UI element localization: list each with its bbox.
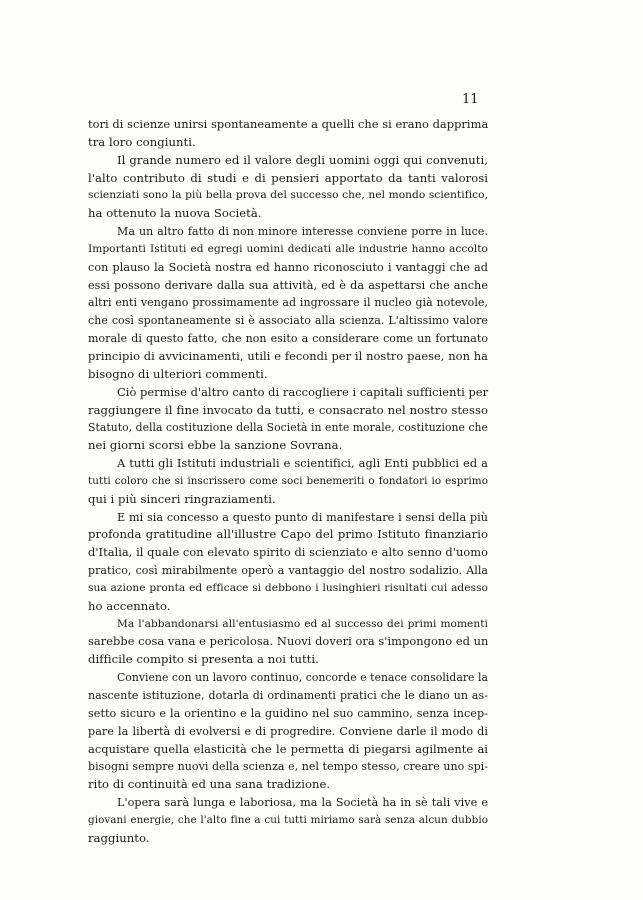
text-line: raggiungere il fine invocato da tutti, e consacrato nel nostro stesso	[88, 402, 488, 417]
text-line: qui i più sinceri ringraziamenti.	[88, 491, 276, 506]
text-line: ho accennato.	[88, 598, 171, 613]
text-line: Ma l'abbandonarsi all'entusiasmo ed al successo dei primi momenti	[117, 617, 488, 630]
text-line: Conviene con un lavoro continuo, concorde e tenace consolidare la	[117, 671, 488, 685]
text-line: morale di questo fatto, che non esito a considerare come un fortunato	[88, 332, 488, 346]
text-line: che così spontaneamente si è associato alla scienza. L'altissimo valore	[88, 314, 488, 328]
text-line: tutti coloro che si inscrissero come soci benemeriti o fondatori io esprimo	[88, 474, 488, 487]
text-line: E mi sia concesso a questo punto di manifestare i sensi della più	[117, 510, 488, 524]
text-line: sua azione pronta ed efficace si debbono i lusinghieri risultati cui adesso	[88, 581, 488, 594]
text-line: acquistare quella elasticità che le permetta di piegarsi agilmente ai	[88, 741, 488, 756]
text-line: setto sicuro e la orientino e la guidino nel suo cammino, senza incep-	[88, 706, 488, 720]
text-line: principio di avvicinamenti, utili e fecondi per il nostro paese, non ha	[88, 348, 488, 363]
text-line: Statuto, della costituzione della Società in ente morale, costituzione che	[88, 421, 488, 435]
page-number: 11	[462, 92, 479, 107]
text-line: rito di continuità ed una sana tradizione.	[88, 777, 331, 792]
text-line: pratico, così mirabilmente operò a vantaggio del nostro sodalizio. Alla	[88, 564, 488, 578]
text-line: tori di scienze unirsi spontaneamente a quelli che si erano dapprima	[88, 117, 489, 131]
text-line: difficile compito si presenta a noi tutti.	[88, 652, 319, 667]
text-line: Ciò permise d'altro canto di raccogliere i capitali sufficienti per	[117, 384, 489, 399]
text-line: Il grande numero ed il valore degli uomini oggi qui convenuti,	[117, 152, 488, 167]
text-line: Ma un altro fatto di non minore interesse conviene porre in luce.	[117, 225, 488, 239]
body-text	[88, 116, 488, 848]
text-line: l'alto contributo di studi e di pensieri apportato da tanti valorosi	[88, 170, 488, 185]
text-line: A tutti gli Istituti industriali e scientifici, agli Enti pubblici ed a	[117, 456, 488, 471]
text-line: giovani energie, che l'alto fine a cui tutti miriamo sarà senza alcun dubbio	[88, 813, 488, 826]
text-line: altri enti vengano prossimamente ad ingrossare il nucleo già notevole,	[88, 296, 488, 310]
text-line: sarebbe cosa vana e pericolosa. Nuovi doveri ora s'impongono ed un	[88, 634, 489, 649]
text-line: scienziati sono la più bella prova del successo che, nel mondo scientifico,	[88, 189, 488, 202]
text-line: profonda gratitudine all'illustre Capo del primo Istituto finanziario	[88, 527, 488, 542]
text-line: Importanti Istituti ed egregi uomini dedicati alle industrie hanno accolto	[88, 242, 488, 255]
text-line: d'Italia, il quale con elevato spirito di scienziato e alto senno d'uomo	[88, 545, 488, 560]
text-line: raggiunto.	[88, 830, 150, 845]
text-line: con plauso la Società nostra ed hanno riconosciuto i vantaggi che ad	[88, 260, 488, 274]
text-line: bisogni sempre nuovi della scienza e, nel tempo stesso, creare uno spi-	[88, 760, 488, 774]
text-line: nei giorni scorsi ebbe la sanzione Sovrana.	[88, 438, 343, 453]
text-line: L'opera sarà lunga e laboriosa, ma la Società ha in sè tali vive e	[117, 796, 488, 810]
text-line: essi possono derivare dalla sua attività, ed è da aspettarsi che anche	[88, 278, 488, 292]
text-line: tra loro congiunti.	[88, 134, 196, 149]
text-line: ha ottenuto la nuova Società.	[88, 206, 262, 221]
text-line: nascente istituzione, dotarla di ordinamenti pratici che le diano un as-	[88, 689, 488, 702]
text-line: pare la libertà di evolversi e di progredire. Conviene darle il modo di	[88, 724, 488, 738]
text-line: bisogno di ulteriori commenti.	[88, 366, 268, 381]
